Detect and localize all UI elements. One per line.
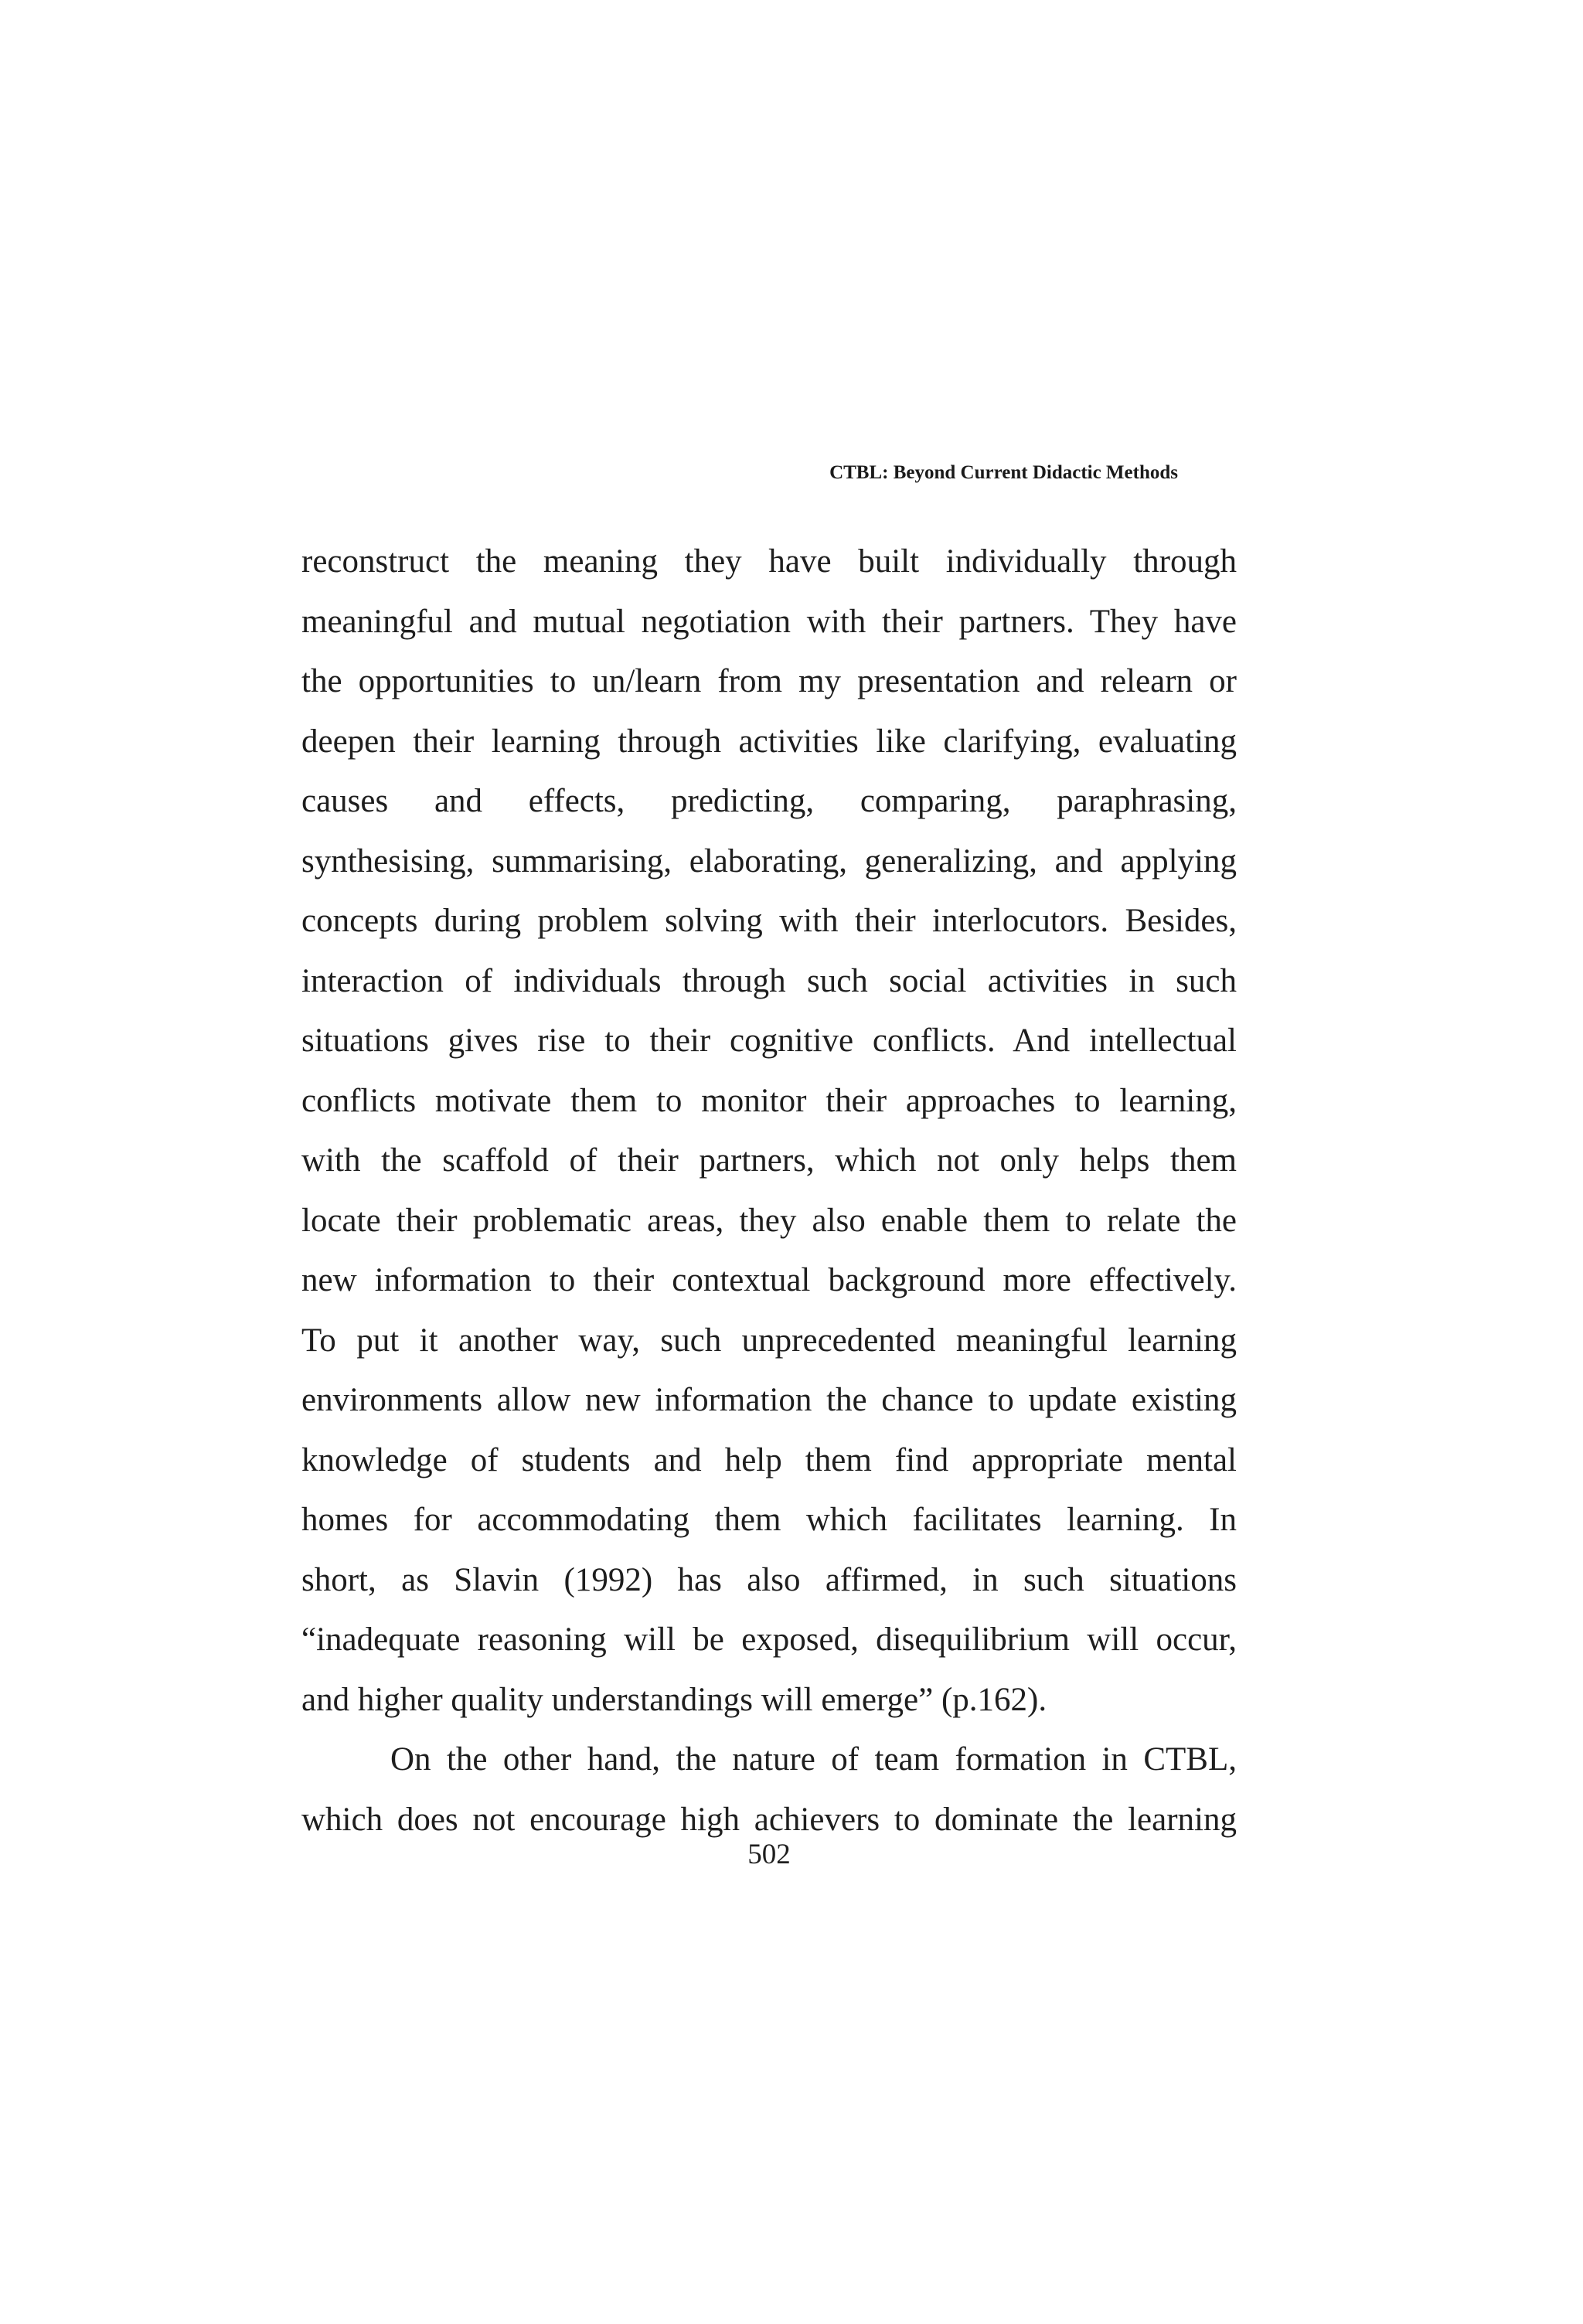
text-line: interaction of individuals through such social activities in such [301,962,1237,999]
text-line: concepts during problem solving with their interlocutors. Besides, [301,903,1237,939]
text-line: short, as Slavin (1992) has also affirmed, in such situations [301,1561,1237,1598]
text-line: deepen their learning through activities like clarifying, evaluating [301,723,1237,760]
text-line: meaningful and mutual negotiation with their partners. They have [301,603,1237,640]
text-line: which does not encourage high achievers to dominate the learning [301,1801,1237,1838]
text-line: knowledge of students and help them find appropriate mental [301,1441,1237,1478]
paragraph-2 [301,1730,1237,1849]
paragraph-1 [301,532,1237,1730]
text-line: the opportunities to un/learn from my presentation and relearn or [301,663,1237,699]
body-text [301,532,1237,1849]
text-line: synthesising, summarising, elaborating, generalizing, and applying [301,842,1237,880]
text-line: reconstruct the meaning they have built individually through [301,543,1237,580]
text-line: locate their problematic areas, they also enable them to relate the [301,1202,1237,1239]
text-line: On the other hand, the nature of team formation in CTBL, [390,1741,1237,1778]
text-line: new information to their contextual background more effectively. [301,1262,1237,1298]
running-header: CTBL: Beyond Current Didactic Methods [829,462,1178,483]
text-line: To put it another way, such unprecedented meaningful learning [301,1322,1237,1359]
text-line: homes for accommodating them which facilitates learning. In [301,1502,1237,1538]
text-line: situations gives rise to their cognitive conflicts. And intellectual [301,1022,1237,1059]
text-line: conflicts motivate them to monitor their approaches to learning, [301,1082,1237,1119]
text-line: with the scaffold of their partners, which not only helps them [301,1142,1237,1179]
text-line: causes and effects, predicting, comparing, paraphrasing, [301,783,1237,819]
text-line: “inadequate reasoning will be exposed, disequilibrium will occur, [301,1621,1237,1658]
text-line: and higher quality understandings will emerge” (p.162). [301,1681,1047,1718]
page-number: 502 [747,1839,791,1870]
text-line: environments allow new information the chance to update existing [301,1382,1237,1418]
